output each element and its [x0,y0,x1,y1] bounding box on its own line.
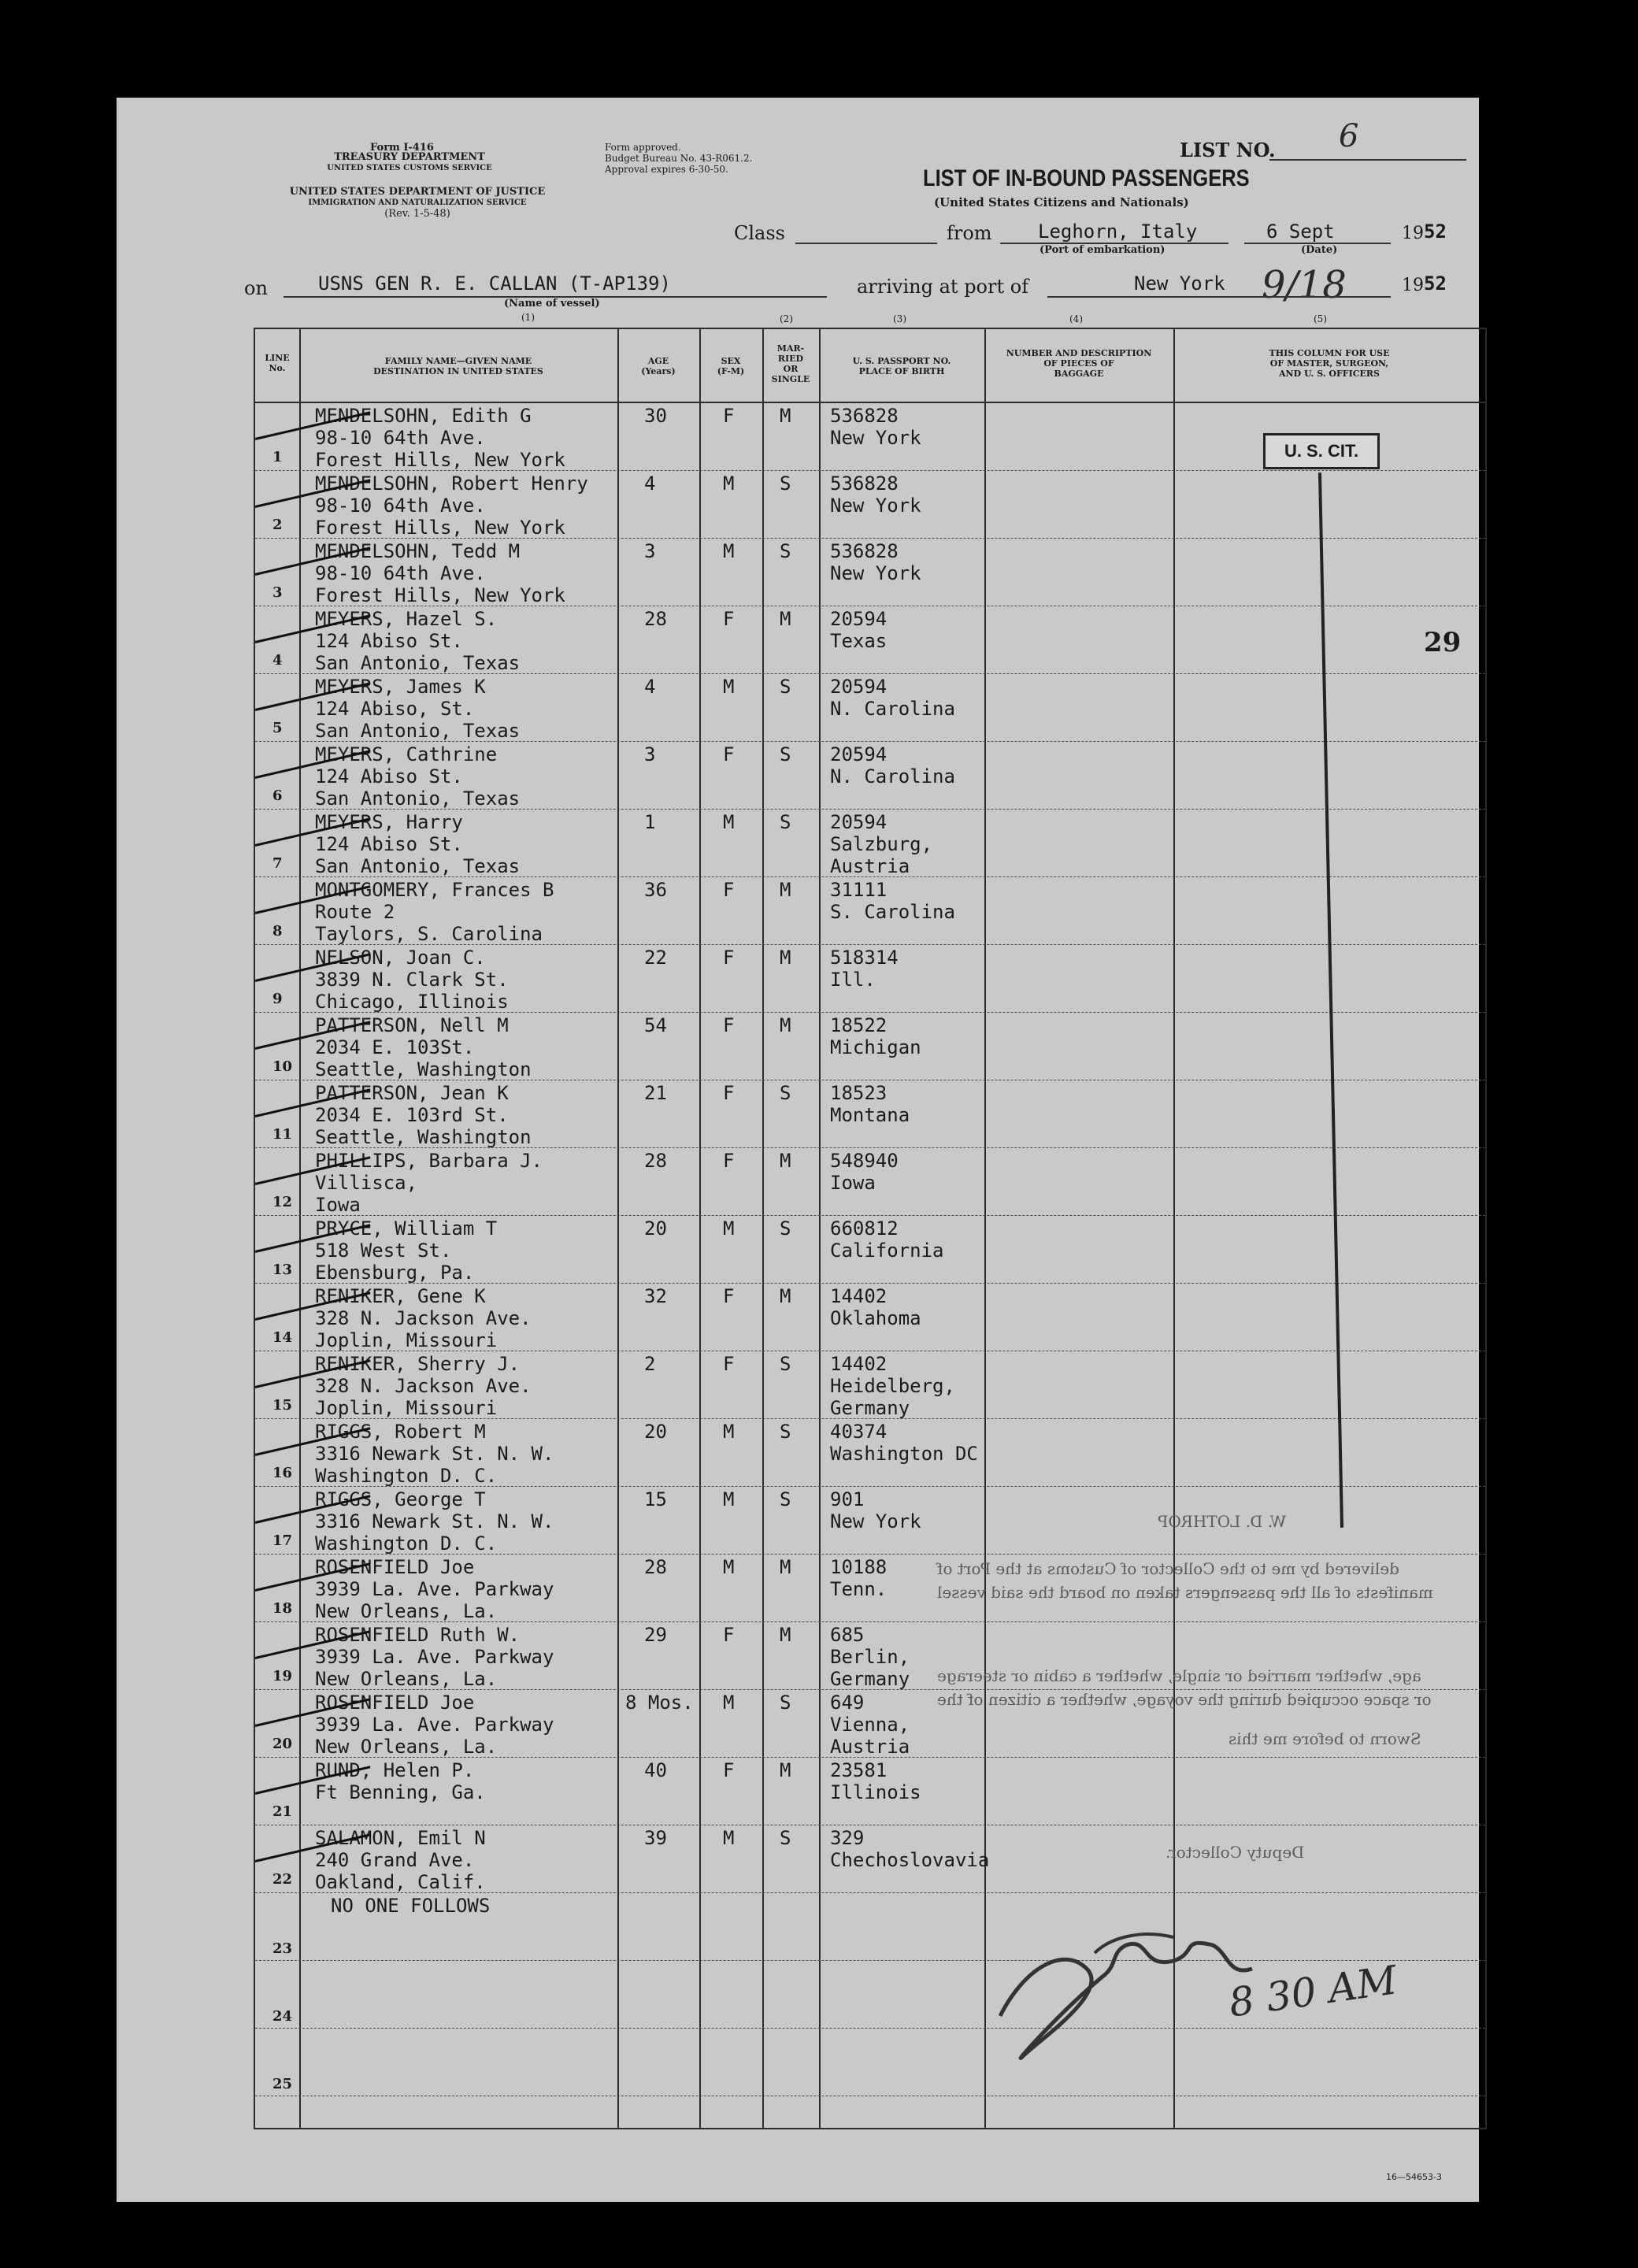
passenger-name: MONTGOMERY, Frances B [315,879,554,901]
birth-place: New York [830,1510,921,1532]
passenger-address-1: 3316 Newark St. N. W. [315,1510,554,1532]
line-number: 22 [272,1871,293,1888]
passenger-address-2: New Orleans, La. [315,1600,498,1622]
passenger-name: RENIKER, Sherry J. [315,1353,521,1375]
passenger-name: MEYERS, Hazel S. [315,608,498,630]
table-row [255,877,1485,945]
line-number: 19 [272,1668,293,1684]
passenger-address-1: 2034 E. 103rd St. [315,1104,509,1126]
line-number: 3 [272,584,283,601]
passenger-age: 40 [644,1759,667,1781]
line-number: 6 [272,788,283,804]
line-number: 20 [272,1736,293,1752]
passenger-address-1: 98-10 64th Ave. [315,427,486,449]
passenger-age: 28 [644,1556,667,1578]
passenger-address-1: 3939 La. Ave. Parkway [315,1714,554,1736]
table-row [255,1284,1485,1351]
line-number: 11 [272,1126,293,1143]
passport-number: 40374 [830,1421,888,1443]
passenger-address-2: Forest Hills, New York [315,517,565,539]
passport-number: 23581 [830,1759,888,1781]
birth-place-2: Austria [830,855,910,877]
passport-number: 548940 [830,1150,899,1172]
passenger-sex: M [723,540,735,562]
passenger-address-2: Seattle, Washington [315,1058,532,1080]
page-subtitle: (United States Citizens and Nationals) [934,195,1189,209]
passenger-age: 3 [644,743,656,765]
passenger-address-1: 328 N. Jackson Ave. [315,1307,532,1329]
passport-number: 649 [830,1692,865,1714]
passport-number: 536828 [830,405,899,427]
line-number: 18 [272,1600,293,1617]
birth-place: Illinois [830,1781,921,1803]
passenger-marital: S [780,540,791,562]
birth-place: Salzburg, [830,833,933,855]
passenger-address-1: 124 Abiso St. [315,833,463,855]
passenger-name: MEYERS, Harry [315,811,463,833]
passenger-age: 30 [644,405,667,427]
list-no-value: 6 [1339,118,1359,154]
passenger-marital: S [780,1217,791,1240]
approval-line-3: Approval expires 6-30-50. [605,164,728,175]
passenger-name: NELSON, Joan C. [315,947,486,969]
passenger-age: 39 [644,1827,667,1849]
passenger-address-1: 3839 N. Clark St. [315,969,509,991]
col-number-4: (4) [1069,313,1083,324]
col-header-baggage: NUMBER AND DESCRIPTION OF PIECES OF BAGGAGE [1006,348,1152,379]
passenger-age: 32 [644,1285,667,1307]
line-number: 10 [272,1058,293,1075]
birth-place: New York [830,562,921,584]
col-header-married: MAR- RIED OR SINGLE [771,343,810,384]
approval-line-2: Budget Bureau No. 43-R061.2. [605,153,753,164]
table-row [255,1758,1485,1825]
passenger-name: PRYCE, William T [315,1217,498,1240]
birth-place: Heidelberg, [830,1375,955,1397]
table-row [255,1419,1485,1487]
birth-place: Ill. [830,969,876,991]
passenger-age: 21 [644,1082,667,1104]
line-number: 14 [272,1329,293,1346]
passenger-address-1: 3939 La. Ave. Parkway [315,1646,554,1668]
passenger-address-2: Joplin, Missouri [315,1329,498,1351]
passenger-marital: M [780,1150,791,1172]
passport-number: 31111 [830,879,888,901]
passenger-sex: F [723,1759,735,1781]
bleed-through-text: W. D. LOTHROP [1158,1512,1287,1531]
passenger-marital: S [780,676,791,698]
birth-place: N. Carolina [830,765,955,788]
line-number: 9 [272,991,283,1007]
passport-number: 10188 [830,1556,888,1578]
passenger-age: 20 [644,1421,667,1443]
passenger-sex: F [723,1624,735,1646]
passenger-address-2: Chicago, Illinois [315,991,509,1013]
line-number: 17 [272,1532,293,1549]
passenger-address-2: San Antonio, Texas [315,855,521,877]
passenger-marital: M [780,608,791,630]
footer-form-code: 16—54653-3 [1386,2172,1442,2182]
passenger-age: 36 [644,879,667,901]
passenger-sex: M [723,811,735,833]
port-caption: (Port of embarkation) [1040,244,1166,256]
passenger-name: MENDELSOHN, Robert Henry [315,472,588,495]
passenger-sex: F [723,1082,735,1104]
line-number: 23 [272,1940,293,1957]
line-number: 12 [272,1194,293,1210]
passenger-sex: M [723,1421,735,1443]
passenger-address-1: 124 Abiso St. [315,630,463,652]
bleed-through-text: age, whether married or single, whether a cabin or steerage [937,1666,1421,1685]
passenger-sex: F [723,1353,735,1375]
passenger-age: 4 [644,676,656,698]
punch-hole [32,2063,66,2098]
col-number-3: (3) [893,313,906,324]
margin-count: 29 [1424,627,1462,658]
birth-place-2: Germany [830,1397,910,1419]
passenger-marital: S [780,1082,791,1104]
passport-number: 685 [830,1624,865,1646]
birth-place: New York [830,427,921,449]
passport-number: 536828 [830,540,899,562]
table-row [255,1013,1485,1080]
arrival-date-handwritten: 9/18 [1262,263,1347,307]
line-number: 2 [272,517,283,533]
passenger-address-2: Washington D. C. [315,1465,498,1487]
passenger-marital: M [780,1759,791,1781]
col-header-passport: U. S. PASSPORT NO. PLACE OF BIRTH [852,356,951,376]
date-caption: (Date) [1301,244,1338,256]
passenger-age: 54 [644,1014,667,1036]
passenger-name: PHILLIPS, Barbara J. [315,1150,543,1172]
passenger-address-1: 3939 La. Ave. Parkway [315,1578,554,1600]
table-row [255,1148,1485,1216]
line-number: 25 [272,2076,293,2092]
passenger-address-2: Forest Hills, New York [315,449,565,471]
table-row [255,1080,1485,1148]
table-row [255,539,1485,606]
vessel-caption: (Name of vessel) [504,298,600,309]
on-label: on [244,277,268,299]
us-citizen-stamp: U. S. CIT. [1263,433,1380,469]
birth-place-2: Austria [830,1736,910,1758]
table-row [255,1351,1485,1419]
passenger-sex: F [723,405,735,427]
passenger-sex: F [723,1014,735,1036]
passenger-sex: F [723,879,735,901]
bleed-through-text: manifests of all the passengers taken on board the said vessel [937,1583,1433,1602]
birth-place-2: Germany [830,1668,910,1690]
passenger-name: RIGGS, George T [315,1488,486,1510]
passenger-name: ROSENFIELD Ruth W. [315,1624,521,1646]
passenger-marital: S [780,1488,791,1510]
customs-service: UNITED STATES CUSTOMS SERVICE [327,164,492,172]
passport-number: 20594 [830,608,888,630]
passport-number: 20594 [830,676,888,698]
passport-number: 18523 [830,1082,888,1104]
passenger-address-2: San Antonio, Texas [315,788,521,810]
punch-hole [32,762,66,797]
birth-place: Iowa [830,1172,876,1194]
line-number: 24 [272,2008,293,2025]
passenger-age: 4 [644,472,656,495]
passport-number: 14402 [830,1285,888,1307]
passenger-address-2: San Antonio, Texas [315,652,521,674]
punch-hole [32,272,66,306]
passenger-address-2: Taylors, S. Carolina [315,923,543,945]
passenger-name: MENDELSOHN, Edith G [315,405,532,427]
passenger-age: 20 [644,1217,667,1240]
treasury-dept: TREASURY DEPARTMENT [334,151,485,163]
table-row [255,742,1485,810]
class-label: Class [734,222,785,244]
passport-number: 901 [830,1488,865,1510]
justice-dept: UNITED STATES DEPARTMENT OF JUSTICE [289,186,546,198]
passenger-sex: F [723,1150,735,1172]
passenger-age: 28 [644,608,667,630]
birth-place: New York [830,495,921,517]
arriving-label: arriving at port of [857,276,1029,298]
passenger-marital: S [780,1353,791,1375]
passenger-address-1: 98-10 64th Ave. [315,495,486,517]
passenger-age: 3 [644,540,656,562]
col-number-2: (2) [780,313,793,324]
passport-number: 18522 [830,1014,888,1036]
passenger-name: ROSENFIELD Joe [315,1556,475,1578]
line-number: 15 [272,1397,293,1414]
birth-place: Chechoslovavia [830,1849,990,1871]
col-header-name: FAMILY NAME—GIVEN NAME DESTINATION IN UNITED STATES [373,356,543,376]
punch-hole [32,1575,66,1610]
passenger-name: RUND, Helen P. [315,1759,475,1781]
handwritten-time: 8 30 AM [1226,1957,1400,2026]
col-number-5: (5) [1314,313,1327,324]
birth-place: Washington DC [830,1443,978,1465]
punch-hole [32,924,66,958]
line-number: 13 [272,1262,293,1278]
passport-number: 20594 [830,743,888,765]
line-number: 4 [272,652,283,669]
punch-hole [32,1900,66,1935]
line-number: 7 [272,855,283,872]
line-number: 1 [272,449,283,465]
passenger-age: 28 [644,1150,667,1172]
passport-number: 14402 [830,1353,888,1375]
passenger-sex: M [723,1827,735,1849]
birth-place: Oklahoma [830,1307,921,1329]
arrival-year: 52 [1424,272,1447,295]
passenger-sex: M [723,472,735,495]
birth-place: N. Carolina [830,698,955,720]
passenger-sex: M [723,1692,735,1714]
passenger-marital: M [780,947,791,969]
birth-place: Montana [830,1104,910,1126]
list-no-label: LIST NO. [1180,139,1276,161]
passenger-name: MENDELSOHN, Tedd M [315,540,521,562]
bleed-through-text: Sworn to before me this [1228,1729,1421,1748]
embark-year: 52 [1424,220,1447,243]
passenger-marital: M [780,405,791,427]
passenger-marital: S [780,811,791,833]
passenger-marital: M [780,1556,791,1578]
passenger-address-1: 98-10 64th Ave. [315,562,486,584]
table-row [255,606,1485,674]
birth-place: S. Carolina [830,901,955,923]
table-row [255,810,1485,877]
passport-number: 536828 [830,472,899,495]
table-row [255,674,1485,742]
col-header-age: AGE (Years) [641,356,676,376]
passenger-address-1: 2034 E. 103St. [315,1036,475,1058]
passenger-name: PATTERSON, Jean K [315,1082,509,1104]
passenger-age: 29 [644,1624,667,1646]
page-title: LIST OF IN-BOUND PASSENGERS [923,165,1250,191]
passenger-address-2: New Orleans, La. [315,1668,498,1690]
vessel-name: USNS GEN R. E. CALLAN (T-AP139) [318,272,671,295]
passenger-address-1: 124 Abiso, St. [315,698,475,720]
passenger-marital: S [780,472,791,495]
vessel-col-no: (1) [521,312,535,323]
passenger-marital: M [780,879,791,901]
passenger-address-1: 240 Grand Ave. [315,1849,475,1871]
line-number: 5 [272,720,283,736]
passport-number: 518314 [830,947,899,969]
punch-hole [32,598,66,633]
passenger-marital: S [780,1692,791,1714]
punch-hole [32,148,66,183]
passenger-address-2: Oakland, Calif. [315,1871,486,1893]
passenger-name: ROSENFIELD Joe [315,1692,475,1714]
passenger-age: 15 [644,1488,667,1510]
approval-line-1: Form approved. [605,142,681,153]
bleed-through-text: Deputy Collector. [1166,1843,1305,1862]
table-row [255,1487,1485,1555]
birth-place: Berlin, [830,1646,910,1668]
passenger-sex: M [723,1488,735,1510]
form-number: Form I-416 [370,142,434,154]
arrival-underline [1047,296,1391,298]
class-underline [795,243,937,244]
punch-hole [32,1412,66,1447]
passenger-address-1: 3316 Newark St. N. W. [315,1443,554,1465]
passenger-sex: F [723,1285,735,1307]
embark-date: 6 Sept [1266,220,1335,243]
passenger-address-2: Ebensburg, Pa. [315,1262,475,1284]
punch-hole [32,435,66,470]
passenger-marital: M [780,1624,791,1646]
passenger-marital: M [780,1014,791,1036]
passenger-address-1: Ft Benning, Ga. [315,1781,486,1803]
bleed-through-text: or space occupied during the voyage, whether a citizen of the [937,1690,1432,1709]
passenger-age: 22 [644,947,667,969]
passenger-name: MEYERS, James K [315,676,486,698]
passenger-name: MEYERS, Cathrine [315,743,498,765]
punch-hole [32,1250,66,1284]
punch-hole [32,1087,66,1121]
passenger-address-1: 328 N. Jackson Ave. [315,1375,532,1397]
passenger-sex: F [723,947,735,969]
passenger-marital: S [780,1421,791,1443]
col-header-sex: SEX (F-M) [717,356,745,376]
table-row [255,1216,1485,1284]
passenger-age: 8 Mos. [625,1692,694,1714]
passport-number: 660812 [830,1217,899,1240]
punch-hole [32,1738,66,1773]
passenger-address-1: Villisca, [315,1172,418,1194]
birth-place: Vienna, [830,1714,910,1736]
passenger-name: PATTERSON, Nell M [315,1014,509,1036]
passenger-sex: M [723,676,735,698]
passenger-sex: F [723,743,735,765]
passenger-address-2: Seattle, Washington [315,1126,532,1148]
passenger-address-2: Forest Hills, New York [315,584,565,606]
birth-place: Michigan [830,1036,921,1058]
line-number: 16 [272,1465,293,1481]
passenger-marital: S [780,743,791,765]
line-number: 21 [272,1803,293,1820]
passenger-address-2: San Antonio, Texas [315,720,521,742]
arrival-port: New York [1134,272,1225,295]
table-row [255,471,1485,539]
col-header-line-no: LINE No. [265,353,290,373]
passenger-marital: S [780,1827,791,1849]
from-label: from [947,222,992,244]
line-number: 8 [272,923,283,939]
birth-place: California [830,1240,944,1262]
col-header-officers: THIS COLUMN FOR USE OF MASTER, SURGEON, AND U. S. OFFICERS [1269,348,1390,379]
passenger-name: RENIKER, Gene K [315,1285,486,1307]
passenger-marital: M [780,1285,791,1307]
passenger-age: 1 [644,811,656,833]
year-prefix: 19 [1402,224,1424,243]
passport-number: 329 [830,1827,865,1849]
passenger-address-2: Washington D. C. [315,1532,498,1555]
port-of-embarkation: Leghorn, Italy [1038,220,1198,243]
passenger-sex: F [723,608,735,630]
passenger-address-2: Iowa [315,1194,361,1216]
birth-place: Tenn. [830,1578,888,1600]
passenger-address-1: 124 Abiso St. [315,765,463,788]
bleed-through-text: delivered by me to the Collector of Customs at the Port of [937,1559,1399,1578]
arrival-year-prefix: 19 [1402,276,1424,295]
passenger-address-1: Route 2 [315,901,395,923]
passenger-address-2: Joplin, Missouri [315,1397,498,1419]
birth-place: Texas [830,630,888,652]
list-no-underline [1269,159,1466,161]
passenger-sex: M [723,1217,735,1240]
passenger-sex: M [723,1556,735,1578]
no-one-follows: NO ONE FOLLOWS [331,1895,491,1917]
passport-number: 20594 [830,811,888,833]
revision: (Rev. 1-5-48) [384,208,450,220]
passenger-name: RIGGS, Robert M [315,1421,486,1443]
table-row [255,945,1485,1013]
passenger-address-1: 518 West St. [315,1240,452,1262]
passenger-name: SALAMON, Emil N [315,1827,486,1849]
passenger-age: 2 [644,1353,656,1375]
ins-service: IMMIGRATION AND NATURALIZATION SERVICE [308,198,527,207]
passenger-address-2: New Orleans, La. [315,1736,498,1758]
